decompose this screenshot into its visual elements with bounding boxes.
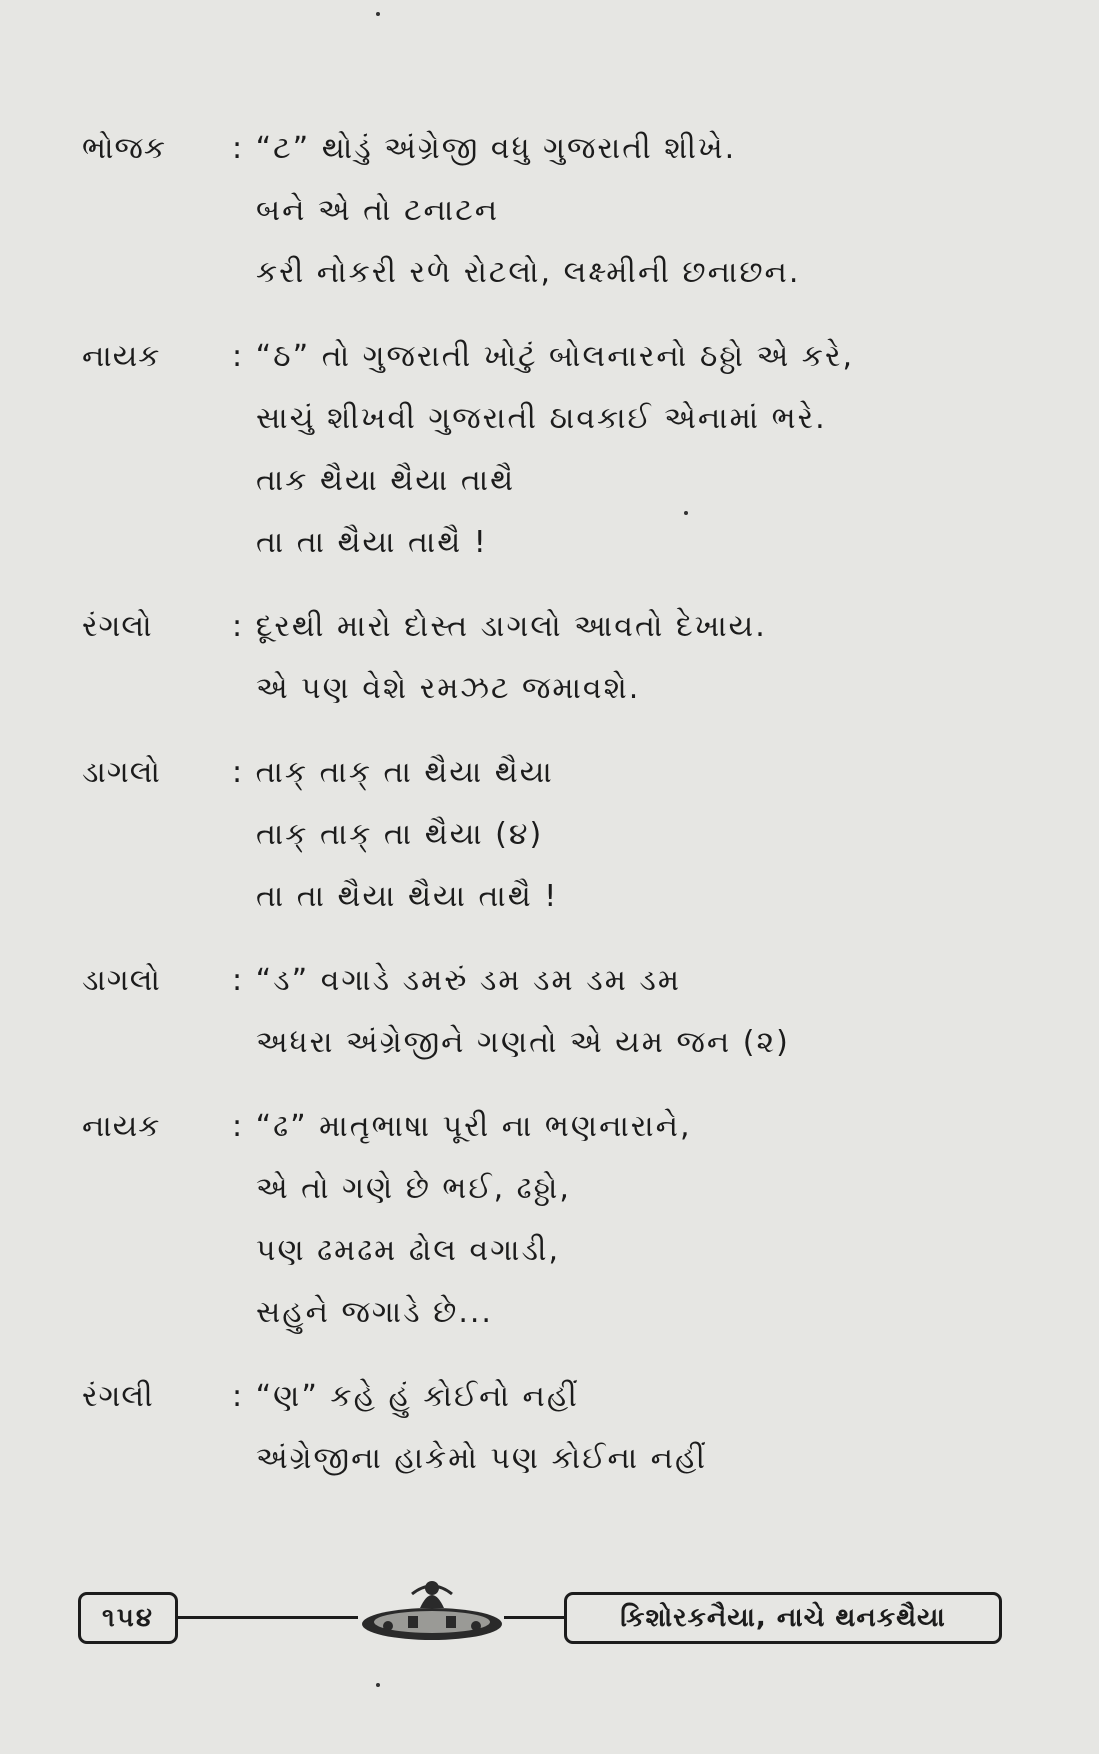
- speaker-name: રંગલો: [82, 609, 153, 644]
- dialogue-line: તાક થૈયા થૈયા તાથૈ: [256, 463, 516, 498]
- dialogue-line: અધરા અંગ્રેજીને ગણતો એ યમ જન (૨): [256, 1025, 790, 1060]
- dialogue-line: : “ઠ” તો ગુજરાતી ખોટું બોલનારનો ઠઠ્ઠો એ કરે,: [232, 339, 854, 374]
- footer-rule-left: [178, 1616, 358, 1619]
- dialogue-line: તાક્ તાક્ તા થૈયા (૪): [256, 817, 544, 852]
- paper-speck: [376, 12, 380, 16]
- paper-speck: [684, 511, 688, 515]
- dialogue-lines: [232, 1096, 1022, 1344]
- dialogue-line: બને એ તો ટનાટન: [256, 193, 500, 228]
- dialogue-line: સાચું શીખવી ગુજરાતી ઠાવકાઈ એનામાં ભરે.: [256, 401, 827, 436]
- dialogue-line: : તાક્ તાક્ તા થૈયા થૈયા: [232, 755, 554, 790]
- dialogue-line: અંગ્રેજીના હાકેમો પણ કોઈના નહીં: [256, 1441, 707, 1476]
- dialogue-lines: [232, 596, 1022, 720]
- dialogue-line: તા તા થૈયા થૈયા તાથૈ !: [256, 879, 559, 914]
- dialogue-block: [82, 326, 1022, 574]
- dialogue-block: [82, 118, 1022, 304]
- dialogue-lines: [232, 326, 1022, 574]
- dialogue-line: : “ઢ” માતૃભાષા પૂરી ના ભણનારાને,: [232, 1109, 692, 1144]
- book-title: કિશોરકનૈયા, નાચે થનકથૈયા: [564, 1592, 1002, 1644]
- dialogue-line: : “ડ” વગાડે ડમરું ડમ ડમ ડમ ડમ: [232, 963, 682, 998]
- speaker-name: નાયક: [82, 1109, 161, 1144]
- speaker-name: ડાગલો: [82, 963, 161, 998]
- speaker-name: રંગલી: [82, 1379, 154, 1414]
- speaker-name: ભોજક: [82, 131, 167, 166]
- dialogue-block: [82, 742, 1022, 928]
- dialogue-section: [82, 118, 1022, 1512]
- dialogue-lines: [232, 1366, 1022, 1490]
- dialogue-line: એ તો ગણે છે ભઈ, ઢઠ્ઠો,: [256, 1171, 571, 1206]
- page-number: ૧૫૪: [78, 1592, 178, 1644]
- dialogue-line: કરી નોકરી રળે રોટલો, લક્ષ્મીની છનાછન.: [256, 255, 801, 290]
- dialogue-line: પણ ઢમઢમ ઢોલ વગાડી,: [256, 1233, 561, 1268]
- paper-speck: [376, 1683, 380, 1687]
- footer-rule-right: [504, 1616, 566, 1619]
- dialogue-lines: [232, 742, 1022, 928]
- speaker-name: નાયક: [82, 339, 161, 374]
- dialogue-line: : “ણ” કહે હું કોઈનો નહીં: [232, 1379, 579, 1414]
- dialogue-block: [82, 1366, 1022, 1490]
- dialogue-block: [82, 1096, 1022, 1344]
- dialogue-block: [82, 950, 1022, 1074]
- page-footer: [78, 1592, 1018, 1652]
- speaker-name: ડાગલો: [82, 755, 161, 790]
- dialogue-lines: [232, 118, 1022, 304]
- dancer-emblem-icon: [352, 1574, 512, 1654]
- dialogue-lines: [232, 950, 1022, 1074]
- dialogue-block: [82, 596, 1022, 720]
- dialogue-line: : દૂરથી મારો દોસ્ત ડાગલો આવતો દેખાય.: [232, 609, 767, 644]
- dialogue-line: એ પણ વેશે રમઝટ જમાવશે.: [256, 671, 641, 706]
- dialogue-line: તા તા થૈયા તાથૈ !: [256, 525, 488, 560]
- dialogue-line: સહુને જગાડે છે...: [256, 1295, 493, 1330]
- dialogue-line: : “ટ” થોડું અંગ્રેજી વધુ ગુજરાતી શીખે.: [232, 131, 737, 166]
